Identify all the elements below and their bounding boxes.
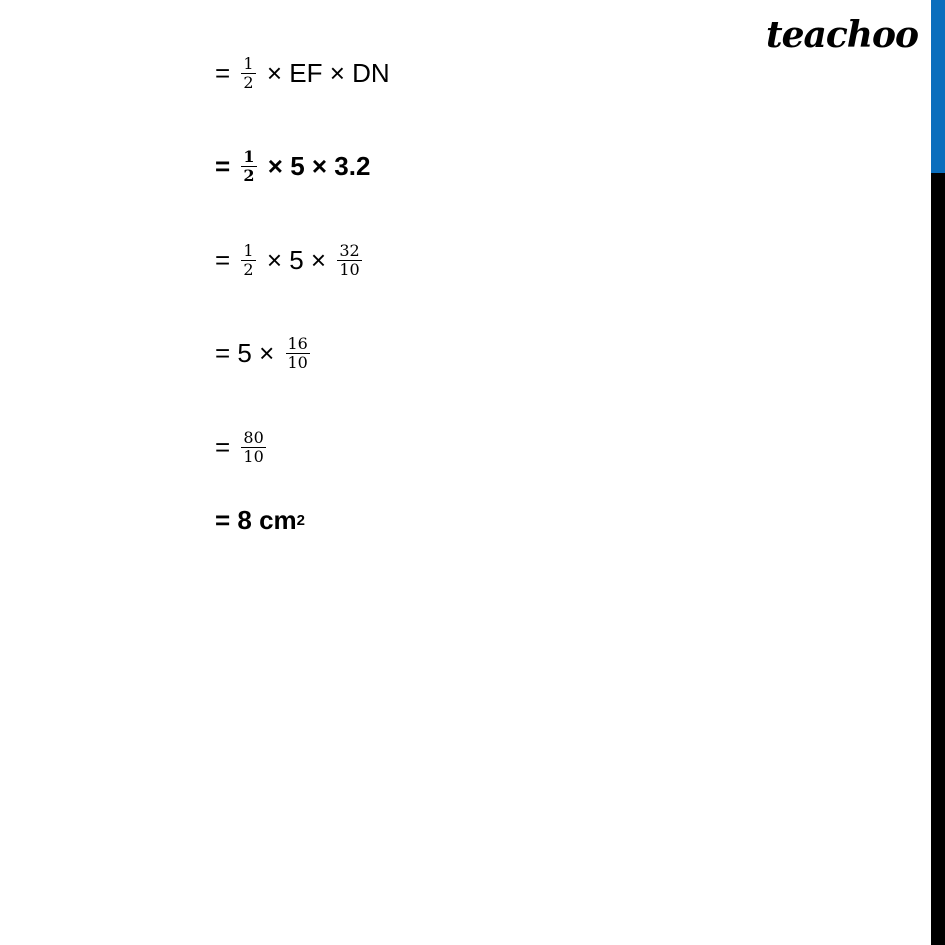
denominator: 10 [339, 259, 360, 279]
step-5 [215, 417, 270, 477]
step-2 [215, 136, 370, 196]
fraction [337, 242, 361, 279]
fraction [241, 242, 255, 279]
superscript: 2 [296, 511, 306, 529]
text: = [215, 244, 238, 275]
step-3 [215, 230, 366, 290]
numerator: 32 [339, 240, 360, 260]
text: × 5 × 3.2 [260, 150, 371, 181]
sidebar-accent-black [931, 173, 945, 945]
numerator: 16 [287, 333, 308, 353]
fraction [241, 429, 265, 466]
text: × EF × DN [259, 57, 390, 88]
fraction [286, 335, 310, 372]
numerator: 1 [243, 240, 254, 260]
denominator: 10 [243, 446, 264, 466]
denominator: 2 [243, 259, 254, 279]
denominator: 10 [287, 352, 308, 372]
numerator: 1 [243, 146, 255, 166]
denominator: 2 [243, 72, 254, 92]
text: = 8 cm [215, 504, 297, 535]
fraction [241, 55, 255, 92]
denominator: 2 [243, 165, 255, 185]
sidebar-accent-blue [931, 0, 945, 173]
fraction [241, 148, 256, 185]
final-answer [215, 490, 305, 550]
step-4 [215, 323, 314, 383]
text: = [215, 150, 238, 181]
text: × 5 × [259, 244, 334, 275]
text: = [215, 431, 238, 462]
step-1 [215, 43, 390, 103]
text: = [215, 57, 238, 88]
numerator: 1 [243, 53, 254, 73]
text: = 5 × [215, 337, 282, 368]
teachoo-logo: teachoo [766, 14, 918, 56]
numerator: 80 [243, 427, 264, 447]
